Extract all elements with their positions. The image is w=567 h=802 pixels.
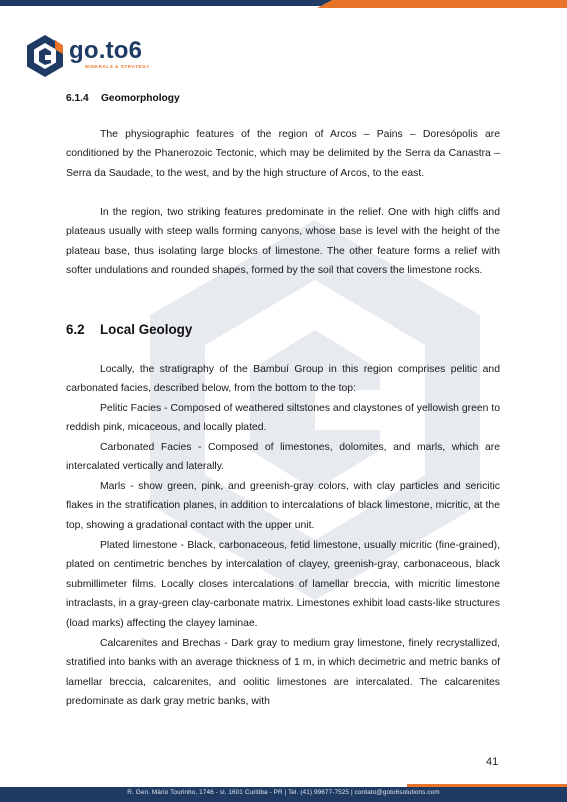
paragraph: Carbonated Facies - Composed of limestones, dolomites, and marls, which are intercalated vertically and laterally.: [66, 442, 500, 473]
company-logo: [25, 34, 175, 78]
header-bar-orange: [317, 0, 567, 8]
paragraph: Plated limestone - Black, carbonaceous, fetid limestone, usually micritic (fine-grained), plated on centimetric benches by intercalation of clayey, greenish-gray, carbonaceous, black submillimeter films. Locally closes intercalations of lamellar breccia, with micritic limestone intraclasts, in a gray-green clay-carbonate matrix. Limestones exhibit load casts-like structures (load marks) affecting the clayey laminae.: [66, 540, 500, 629]
section-title: Geomorphology: [101, 93, 180, 104]
hexagon-g-icon: [25, 34, 65, 78]
paragraph: The physiographic features of the region of Arcos – Pains – Doresópolis are conditioned by the Phanerozoic Tectonic, which may be delimited by the Serra da Canastra – Serra da Saudade, to the west, and by the high structure of Arcos, to the east.: [66, 129, 500, 179]
footer-bar: [0, 787, 567, 802]
page-number: 41: [486, 756, 499, 768]
logo-wordmark: go.to6: [69, 37, 143, 64]
section-heading-local-geology: [66, 322, 192, 337]
logo-tagline: MINERALS & STRATEGY: [85, 64, 150, 69]
paragraph: In the region, two striking features predominate in the relief. One with high cliffs and plateaus usually with steep walls forming canyons, whose base is level with the height of the plateau base, thus isolating large blocks of limestone. The other feature forms a relief with softer undulations and rounded shapes, formed by the soil that covers the limestone rocks.: [66, 207, 500, 277]
section-number: 6.2: [66, 322, 85, 337]
section-title: Local Geology: [100, 322, 193, 337]
section-number: 6.1.4: [66, 93, 89, 104]
footer-contact: R. Gen. Mário Tourinho, 1746 - sl. 1601 Curitiba - PR | Tel. (41) 99677-7525 | contato@goto6solutions.com: [127, 789, 440, 796]
paragraph: Locally, the stratigraphy of the Bambuí Group in this region comprises pelitic and carbonated facies, described below, from the bottom to the top:: [66, 364, 500, 395]
section-heading-geomorphology: [66, 93, 180, 104]
paragraph: Marls - show green, pink, and greenish-gray colors, with clay particles and sericitic flakes in the stratification planes, in addition to intercalations of black limestone, micritic, at the top, showing a gradational contact with the upper unit.: [66, 481, 500, 531]
paragraph: Pelitic Facies - Composed of weathered siltstones and claystones of yellowish green to reddish pink, micaceous, and locally plated.: [66, 403, 500, 434]
paragraph: Calcarenites and Brechas - Dark gray to medium gray limestone, finely recrystallized, stratified into banks with an average thickness of 1 m, in which decimetric and metric banks of lamellar breccia, calcarenites, and oolitic limestones are intercalated. The calcarenites predominate as dark gray metric banks, with: [66, 638, 500, 708]
